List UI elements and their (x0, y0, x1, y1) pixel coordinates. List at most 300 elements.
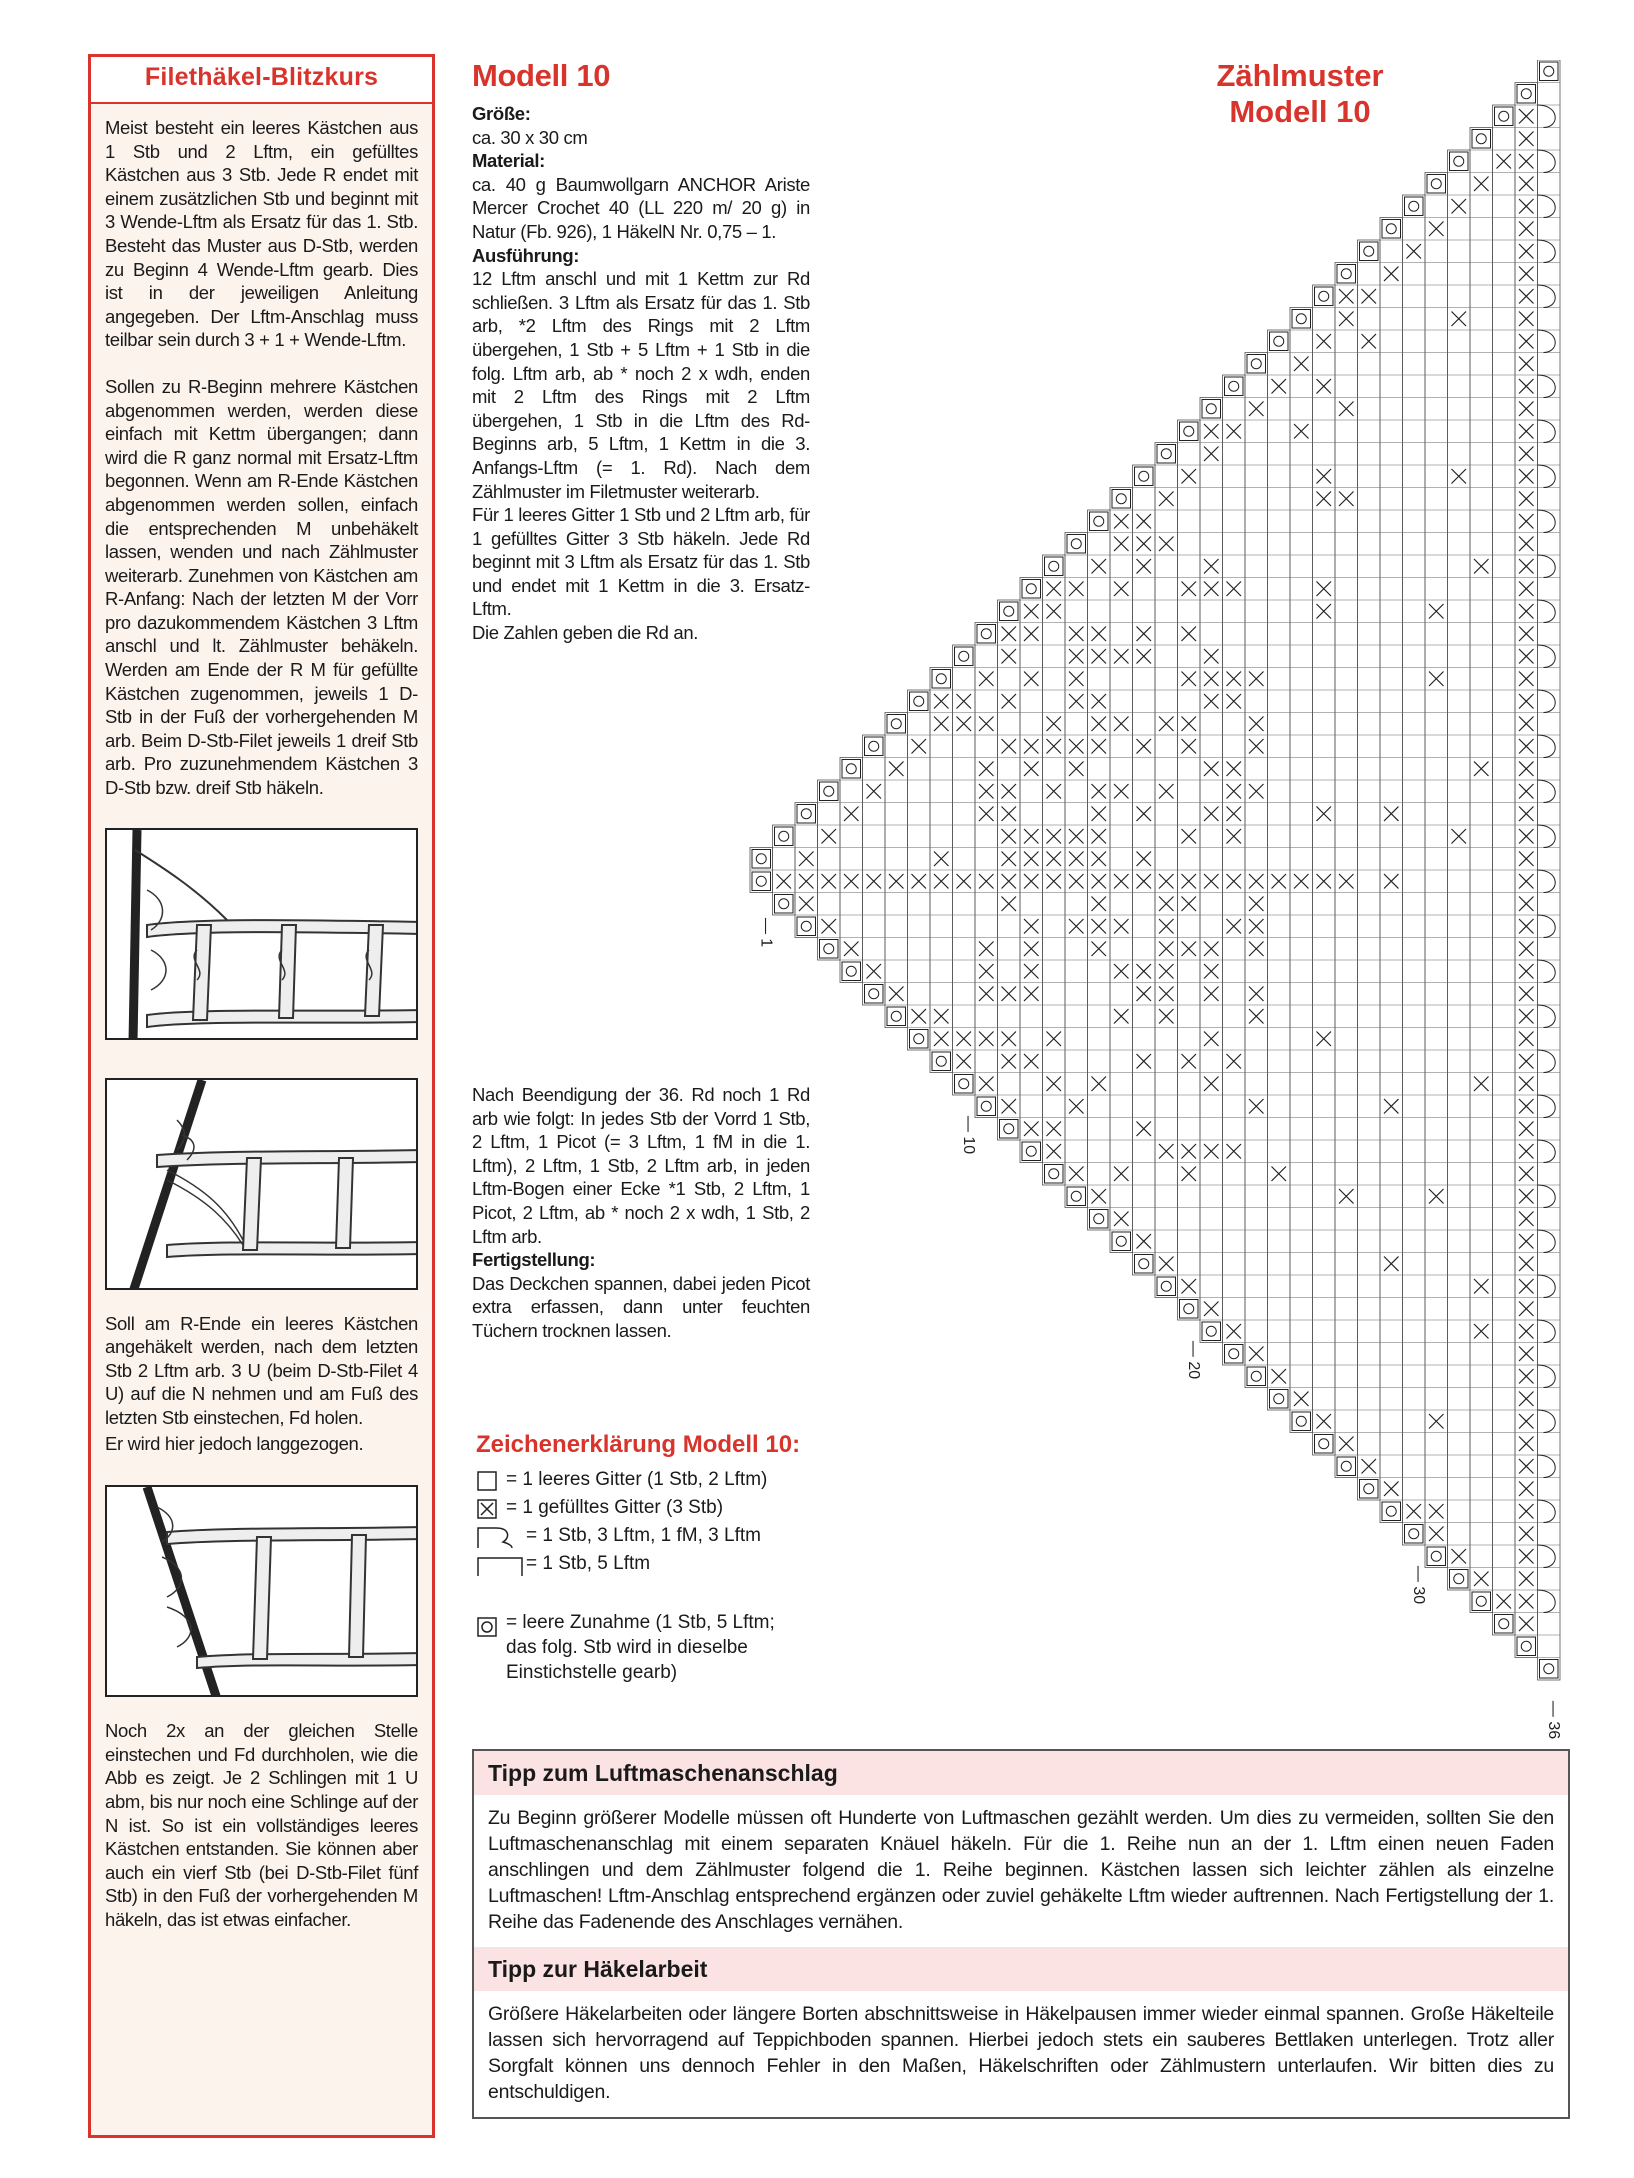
filled-mesh-mark (1092, 1189, 1107, 1204)
filled-mesh-mark (1249, 1099, 1264, 1114)
filled-mesh-mark (1204, 1077, 1219, 1092)
filled-mesh-mark (1204, 874, 1219, 889)
increase-mark (1247, 355, 1266, 374)
filled-mesh-mark (1069, 1099, 1084, 1114)
filled-mesh-mark (1227, 874, 1242, 889)
filled-mesh-mark (1272, 1167, 1287, 1182)
filled-mesh-mark (1227, 672, 1242, 687)
increase-mark (977, 625, 996, 644)
filled-mesh-mark (1182, 469, 1197, 484)
increase-mark (842, 962, 861, 981)
filled-mesh-mark (1452, 469, 1467, 484)
round-label: — 10 (959, 1115, 977, 1155)
filled-mesh-mark (1249, 1009, 1264, 1024)
filled-mesh-mark (1204, 694, 1219, 709)
filled-mesh-mark (1204, 807, 1219, 822)
increase-mark (1135, 1255, 1154, 1274)
filled-mesh-mark (1497, 154, 1512, 169)
filled-mesh-mark (1137, 1122, 1152, 1137)
picot-arc-mark (1538, 1095, 1556, 1118)
filled-mesh-mark (1114, 582, 1129, 597)
increase-mark (1225, 1345, 1244, 1364)
increase-mark (1180, 1300, 1199, 1319)
chain-bar-icon (478, 1558, 522, 1576)
filled-mesh-mark (1204, 672, 1219, 687)
filled-mesh-mark (1002, 852, 1017, 867)
filled-mesh-mark (1047, 1077, 1062, 1092)
filled-mesh-mark (1182, 942, 1197, 957)
filled-mesh-mark (1474, 1279, 1489, 1294)
execution-text: 12 Lftm anschl und mit 1 Kettm zur Rd schließen. 3 Lftm als Ersatz für das 1. Stb arb, *2 Lftm des Rings mit 2 Lftm übergehen, 1 Stb + 5 Lftm + 1 Stb in die folg. Lftm arb, ab * noch 2 x wdh, enden mit 2 Lftm des Rings mit 2 Lftm übergehen, 1 Stb in die Lftm des Rd-Beginns arb, 5 Lftm, 1 Kettm in die 3. Anfangs-Lftm (= 1. Rd). Nach dem Zählmuster im Filetmuster weiterarb. (472, 268, 810, 502)
filled-mesh-mark (1204, 964, 1219, 979)
filled-mesh-mark (1002, 829, 1017, 844)
increase-mark (1450, 1570, 1469, 1589)
filled-mesh-mark (799, 874, 814, 889)
filled-mesh-mark (1519, 604, 1534, 619)
increase-mark (1000, 602, 1019, 621)
filled-mesh-mark (844, 874, 859, 889)
filled-mesh-mark (1182, 739, 1197, 754)
filled-mesh-mark (1519, 1009, 1534, 1024)
filled-mesh-mark (979, 672, 994, 687)
filled-mesh-mark (1294, 424, 1309, 439)
filled-mesh-mark (934, 852, 949, 867)
filled-mesh-mark (1114, 514, 1129, 529)
mesh-text: Für 1 leeres Gitter 1 Stb und 2 Lftm arb, für 1 gefülltes Gitter 3 Stb häkeln. Jede Rd beginnt mit 3 Lftm als Ersatz für das 1. Stb und endet mit 1 Kettm in die 3. Ersatz-Lftm. (472, 504, 810, 620)
picot-arc-mark (1538, 735, 1556, 758)
legend-item-increase: = leere Zunahme (1 Stb, 5 Lftm; das folg. Stb wird in dieselbe Einstichstelle gearb) (506, 1612, 775, 1683)
filled-mesh-mark (979, 987, 994, 1002)
picot-arc-mark (1538, 1050, 1556, 1073)
increase-mark (1292, 1412, 1311, 1431)
filled-mesh-mark (777, 874, 792, 889)
filled-mesh-mark (1024, 604, 1039, 619)
filled-mesh-mark (1159, 537, 1174, 552)
filled-mesh-mark (1519, 1459, 1534, 1474)
filled-mesh-mark (1249, 402, 1264, 417)
filled-mesh-mark (867, 964, 882, 979)
filled-mesh-mark (1339, 492, 1354, 507)
filled-mesh-mark (1024, 852, 1039, 867)
filled-mesh-mark (1519, 132, 1534, 147)
filled-mesh-mark (1519, 1054, 1534, 1069)
picot-arc-mark (1538, 1005, 1556, 1028)
filled-mesh-mark (1519, 897, 1534, 912)
picot-arc-mark (1538, 1590, 1556, 1613)
filled-mesh-mark (1474, 559, 1489, 574)
increase-mark (1090, 512, 1109, 531)
filled-mesh-mark (1519, 874, 1534, 889)
filled-mesh-mark (1047, 784, 1062, 799)
filled-mesh-mark (1317, 582, 1332, 597)
filled-mesh-mark (1519, 334, 1534, 349)
legend-item-arc: = 1 Stb, 3 Lftm, 1 fM, 3 Lftm (526, 1525, 761, 1546)
filled-mesh-mark (1519, 177, 1534, 192)
filled-mesh-mark (1519, 1504, 1534, 1519)
blitzkurs-sidebar (88, 54, 435, 2138)
filled-mesh-mark (1519, 109, 1534, 124)
filled-mesh-mark (1182, 897, 1197, 912)
filled-mesh-mark (1182, 582, 1197, 597)
numbers-note: Die Zahlen geben die Rd an. (472, 622, 699, 644)
filled-mesh-mark (1519, 807, 1534, 822)
filled-mesh-mark (1407, 1504, 1422, 1519)
filled-mesh-mark (1002, 627, 1017, 642)
filled-mesh-mark (1519, 1572, 1534, 1587)
illustration-extend-stitch (105, 1078, 418, 1290)
filled-mesh-mark (1047, 874, 1062, 889)
picot-arc-mark (1538, 1500, 1556, 1523)
filled-mesh-mark (1114, 874, 1129, 889)
filled-mesh-mark (1272, 1369, 1287, 1384)
filled-mesh-mark (1159, 987, 1174, 1002)
filled-mesh-mark (1024, 627, 1039, 642)
filled-mesh-mark (1024, 1122, 1039, 1137)
filled-mesh-mark (889, 874, 904, 889)
filled-mesh-mark (799, 897, 814, 912)
filled-mesh-mark (1452, 312, 1467, 327)
filled-mesh-mark (1002, 784, 1017, 799)
filled-mesh-mark (1069, 829, 1084, 844)
filled-mesh-mark (1294, 1392, 1309, 1407)
filled-mesh-mark (1519, 829, 1534, 844)
increase-mark (1405, 1525, 1424, 1544)
filled-mesh-mark (1339, 402, 1354, 417)
filled-mesh-mark (1249, 784, 1264, 799)
filled-mesh-mark (1024, 762, 1039, 777)
filled-mesh-mark (1384, 874, 1399, 889)
increase-mark (977, 1097, 996, 1116)
finishing-text: Das Deckchen spannen, dabei jeden Picot extra erfassen, dann unter feuchten Tüchern trocknen lassen. (472, 1272, 810, 1341)
filled-mesh-mark (1204, 559, 1219, 574)
increase-mark (1292, 310, 1311, 329)
filled-mesh-mark (1272, 379, 1287, 394)
filled-mesh-mark (1519, 1617, 1534, 1632)
filled-mesh-mark (1114, 1009, 1129, 1024)
increase-mark (887, 1007, 906, 1026)
filled-mesh-mark (844, 807, 859, 822)
filled-mesh-mark (1519, 627, 1534, 642)
filled-mesh-mark (979, 717, 994, 732)
filled-mesh-mark (1024, 672, 1039, 687)
filled-mesh-mark (1002, 987, 1017, 1002)
filled-mesh-mark (1024, 964, 1039, 979)
filled-mesh-mark (1137, 514, 1152, 529)
illustration-complete-box (105, 1485, 418, 1697)
filled-mesh-mark (1474, 1077, 1489, 1092)
increase-mark (1202, 400, 1221, 419)
increase-mark (1247, 1367, 1266, 1386)
increase-mark (752, 850, 771, 869)
picot-arc-mark (1538, 285, 1556, 308)
model-title: Modell 10 (472, 58, 611, 93)
sidebar-paragraph-2: Sollen zu R-Beginn mehrere Kästchen abgenommen werden, werden diese einfach mit Kettm übergangen; dann wird die R ganz normal mit Ersatz-Lftm begonnen. Wenn am R-Ende Kästchen abgenommen werden sollen, einfach die entsprechenden M unbehäkelt lassen, wenden und nach Zählmuster weiterarb. Zunehmen von Kästchen am R-Anfang: Nach der letzten M der Vorr pro dazukommendem Kästchen 3 Lftm anschl und lt. Zählmuster behäkeln. Werden am Ende der R M für gefüllte Kästchen zugenommen, jeweils 1 D-Stb in der Fuß der vorhergehenden M arb. Beim D-Stb-Filet jeweils 1 dreif Stb arb. Pro zuzunehmendem Kästchen 3 D-Stb bzw. dreif Stb häkeln. (105, 375, 418, 799)
filled-mesh-mark (1002, 1032, 1017, 1047)
filled-mesh-mark (1069, 874, 1084, 889)
filled-mesh-mark (1317, 807, 1332, 822)
filled-mesh-mark (1204, 424, 1219, 439)
filled-mesh-mark (1114, 784, 1129, 799)
filled-mesh-mark (1092, 784, 1107, 799)
filled-mesh-mark (934, 1009, 949, 1024)
filled-mesh-mark (979, 964, 994, 979)
filled-mesh-mark (1137, 739, 1152, 754)
increase-mark (910, 1030, 929, 1049)
filled-mesh-mark (1519, 649, 1534, 664)
filled-mesh-mark (1002, 897, 1017, 912)
finishing-label: Fertigstellung: (472, 1249, 596, 1271)
filled-mesh-mark (957, 874, 972, 889)
material-label: Material: (472, 150, 545, 172)
filled-mesh-mark (1519, 469, 1534, 484)
filled-mesh-mark (1092, 627, 1107, 642)
filled-mesh-mark (1069, 1167, 1084, 1182)
sidebar-paragraph-3: Soll am R-Ende ein leeres Kästchen angehäkelt werden, nach dem letzten Stb 2 Lftm arb. 3 U (beim D-Stb-Filet 4 U) auf die N nehmen und am Fuß des letzten Stb einstechen, Fd holen. (105, 1312, 418, 1428)
filled-mesh-mark (957, 717, 972, 732)
filled-mesh-mark (1519, 987, 1534, 1002)
round-label: — 1 (757, 917, 775, 948)
filled-mesh-mark (1159, 1009, 1174, 1024)
filled-mesh-mark (957, 694, 972, 709)
increase-mark (1067, 535, 1086, 554)
filled-mesh-mark (1519, 1122, 1534, 1137)
increase-mark (1540, 62, 1559, 81)
filled-mesh-mark (1002, 874, 1017, 889)
picot-arc-mark (1538, 1140, 1556, 1163)
picot-arc-mark (1538, 195, 1556, 218)
filled-mesh-mark (1024, 919, 1039, 934)
filled-mesh-mark (1227, 807, 1242, 822)
tips-box (472, 1749, 1570, 2119)
filled-mesh-mark (1182, 1144, 1197, 1159)
filled-mesh-mark (1317, 1032, 1332, 1047)
increase-mark (1315, 1435, 1334, 1454)
increase-mark (932, 670, 951, 689)
increase-mark (1495, 107, 1514, 126)
picot-arc-mark (1538, 330, 1556, 353)
filled-mesh-mark (1519, 762, 1534, 777)
filled-mesh-mark (1204, 762, 1219, 777)
increase-mark (1450, 152, 1469, 171)
filled-mesh-mark (1092, 807, 1107, 822)
filled-mesh-mark (1227, 424, 1242, 439)
increase-mark (1337, 1457, 1356, 1476)
increase-mark (1495, 1615, 1514, 1634)
picot-arc-mark (1538, 1410, 1556, 1433)
filled-mesh-mark (1317, 874, 1332, 889)
filled-mesh-mark (1519, 852, 1534, 867)
increase-mark (1067, 1187, 1086, 1206)
filled-mesh-mark (1474, 1572, 1489, 1587)
filled-mesh-mark (1519, 357, 1534, 372)
filled-mesh-mark (934, 717, 949, 732)
picot-arc-mark (1538, 1455, 1556, 1478)
filled-mesh-mark (1092, 942, 1107, 957)
round-label: — 20 (1184, 1340, 1202, 1380)
final-round-text: Nach Beendigung der 36. Rd noch 1 Rd arb wie folgt: In jedes Stb der Vorrd 1 Stb, 2 Lftm, 1 Picot (= 3 Lftm, 1 fM in die 1. Lftm), 2 Lftm, 1 Stb, 2 Lftm arb, in jeden Lftm-Bogen einer Ecke *1 Stb, 2 Lftm, 1 Picot, 2 Lftm, ab * noch 2 x wdh, 1 Stb, 2 Lftm arb. (472, 1084, 810, 1247)
filled-mesh-mark (1092, 1077, 1107, 1092)
filled-mesh-mark (1519, 537, 1534, 552)
empty-mesh-icon (478, 1472, 496, 1490)
filled-mesh-mark (1317, 492, 1332, 507)
filled-mesh-mark (1204, 649, 1219, 664)
increase-mark (1045, 1165, 1064, 1184)
increase-mark (1157, 1277, 1176, 1296)
filled-mesh-mark (1159, 492, 1174, 507)
filled-mesh-mark (1519, 1347, 1534, 1362)
filled-mesh-mark (1429, 1527, 1444, 1542)
picot-arc-mark (1538, 960, 1556, 983)
filled-mesh-mark (867, 784, 882, 799)
filled-mesh-mark (1519, 514, 1534, 529)
filled-mesh-mark (1407, 244, 1422, 259)
filled-mesh-mark (1474, 1324, 1489, 1339)
filled-mesh-mark (822, 829, 837, 844)
filled-mesh-mark (1519, 312, 1534, 327)
increase-mark (1225, 377, 1244, 396)
filled-mesh-mark (1002, 649, 1017, 664)
increase-mark (820, 940, 839, 959)
filled-mesh-mark (1519, 919, 1534, 934)
filled-mesh-mark (1227, 1144, 1242, 1159)
increase-mark (1157, 445, 1176, 464)
filled-mesh-mark (1362, 334, 1377, 349)
filled-mesh-mark (1159, 1257, 1174, 1272)
filled-mesh-mark (844, 942, 859, 957)
increase-mark (1112, 490, 1131, 509)
increase-mark (955, 1075, 974, 1094)
increase-mark (1337, 265, 1356, 284)
filled-mesh-mark (1137, 1054, 1152, 1069)
filled-mesh-mark (1002, 1099, 1017, 1114)
increase-mark (1382, 220, 1401, 239)
filled-mesh-mark (1092, 897, 1107, 912)
filled-mesh-mark (1159, 874, 1174, 889)
increase-mark (1540, 1660, 1559, 1679)
filled-mesh-mark (889, 987, 904, 1002)
increase-mark (1315, 287, 1334, 306)
filled-mesh-mark (1249, 739, 1264, 754)
filled-mesh-mark (1519, 672, 1534, 687)
filled-mesh-mark (1249, 717, 1264, 732)
filled-mesh-mark (1317, 334, 1332, 349)
picot-arc-icon (478, 1528, 512, 1548)
filled-mesh-mark (1092, 874, 1107, 889)
filled-mesh-mark (1182, 829, 1197, 844)
filled-mesh-mark (1519, 447, 1534, 462)
legend-item-empty: = 1 leeres Gitter (1 Stb, 2 Lftm) (506, 1469, 768, 1490)
filled-mesh-mark (1519, 1167, 1534, 1182)
filled-mesh-mark (1519, 942, 1534, 957)
increase-mark (1405, 197, 1424, 216)
increase-mark (1112, 1232, 1131, 1251)
filled-mesh-mark (1114, 717, 1129, 732)
picot-arc-mark (1538, 915, 1556, 938)
increase-mark (752, 872, 771, 891)
filled-mesh-mark (1519, 784, 1534, 799)
filled-mesh-mark (1519, 1257, 1534, 1272)
filled-mesh-mark (979, 874, 994, 889)
increase-mark (1517, 85, 1536, 104)
filled-mesh-mark (1047, 739, 1062, 754)
filled-mesh-mark (1114, 537, 1129, 552)
filled-mesh-cross (481, 1503, 493, 1515)
increase-mark (910, 692, 929, 711)
filled-mesh-mark (1159, 897, 1174, 912)
filled-mesh-mark (1227, 694, 1242, 709)
filled-mesh-mark (1519, 1392, 1534, 1407)
filled-mesh-mark (1137, 964, 1152, 979)
filled-mesh-mark (1519, 1369, 1534, 1384)
filled-mesh-mark (1024, 1054, 1039, 1069)
picot-arc-mark (1538, 780, 1556, 803)
filled-mesh-mark (1182, 627, 1197, 642)
filled-mesh-mark (1024, 739, 1039, 754)
filled-mesh-mark (1384, 807, 1399, 822)
filled-mesh-mark (1339, 289, 1354, 304)
filled-mesh-mark (1182, 1167, 1197, 1182)
filled-mesh-mark (822, 919, 837, 934)
filled-mesh-mark (1182, 717, 1197, 732)
picot-arc-mark (1538, 555, 1556, 578)
filled-mesh-mark (1519, 1144, 1534, 1159)
filled-mesh-mark (1317, 379, 1332, 394)
filled-mesh-mark (1519, 1234, 1534, 1249)
filled-mesh-mark (1519, 739, 1534, 754)
filled-mesh-mark (1227, 1324, 1242, 1339)
filled-mesh-mark (1114, 1212, 1129, 1227)
picot-arc-mark (1538, 1365, 1556, 1388)
filled-mesh-mark (1137, 807, 1152, 822)
filled-mesh-mark (1519, 492, 1534, 507)
filled-mesh-mark (1182, 1279, 1197, 1294)
filled-mesh-mark (957, 1054, 972, 1069)
picot-arc-mark (1538, 465, 1556, 488)
filled-mesh-mark (1519, 964, 1534, 979)
sidebar-paragraph-1: Meist besteht ein leeres Kästchen aus 1 Stb und 2 Lftm, ein gefülltes Kästchen aus 3 Stb. Jede R endet mit einem zusätzlichen Stb und beginnt mit 3 Wende-Lftm als Ersatz für das 1. Stb. Besteht das Muster aus D-Stb, werden zu Beginn 4 Wende-Lftm gearb. Dies ist in der jeweiligen Anleitung angegeben. Der Lftm-Anschlag muss teilbar sein durch 3 + 1 + Wende-Lftm. (105, 117, 418, 351)
filled-mesh-mark (1519, 1324, 1534, 1339)
increase-mark (1427, 175, 1446, 194)
filled-mesh-mark (1204, 1032, 1219, 1047)
filled-mesh-mark (1519, 559, 1534, 574)
filled-mesh-mark (1092, 649, 1107, 664)
filled-mesh-mark (1519, 1099, 1534, 1114)
filled-mesh-mark (1227, 762, 1242, 777)
filled-mesh-mark (1182, 874, 1197, 889)
filled-mesh-mark (1227, 919, 1242, 934)
filled-mesh-mark (934, 1032, 949, 1047)
increase-mark (1090, 1210, 1109, 1229)
increase-icon (478, 1618, 496, 1636)
filled-mesh-mark (1519, 1527, 1534, 1542)
filled-mesh-mark (1429, 604, 1444, 619)
filled-mesh-mark (1092, 829, 1107, 844)
filled-mesh-mark (1249, 942, 1264, 957)
filled-mesh-mark (1474, 762, 1489, 777)
filled-mesh-mark (1429, 222, 1444, 237)
filled-mesh-mark (1227, 784, 1242, 799)
filled-mesh-mark (822, 874, 837, 889)
filled-mesh-mark (1519, 1189, 1534, 1204)
filled-mesh-mark (1227, 1054, 1242, 1069)
filled-mesh-mark (912, 1009, 927, 1024)
size-label: Größe: (472, 103, 531, 124)
filled-mesh-mark (1429, 1189, 1444, 1204)
filled-mesh-mark (1092, 559, 1107, 574)
filled-mesh-mark (1002, 694, 1017, 709)
filled-mesh-mark (1137, 852, 1152, 867)
filled-mesh-mark (1384, 1257, 1399, 1272)
